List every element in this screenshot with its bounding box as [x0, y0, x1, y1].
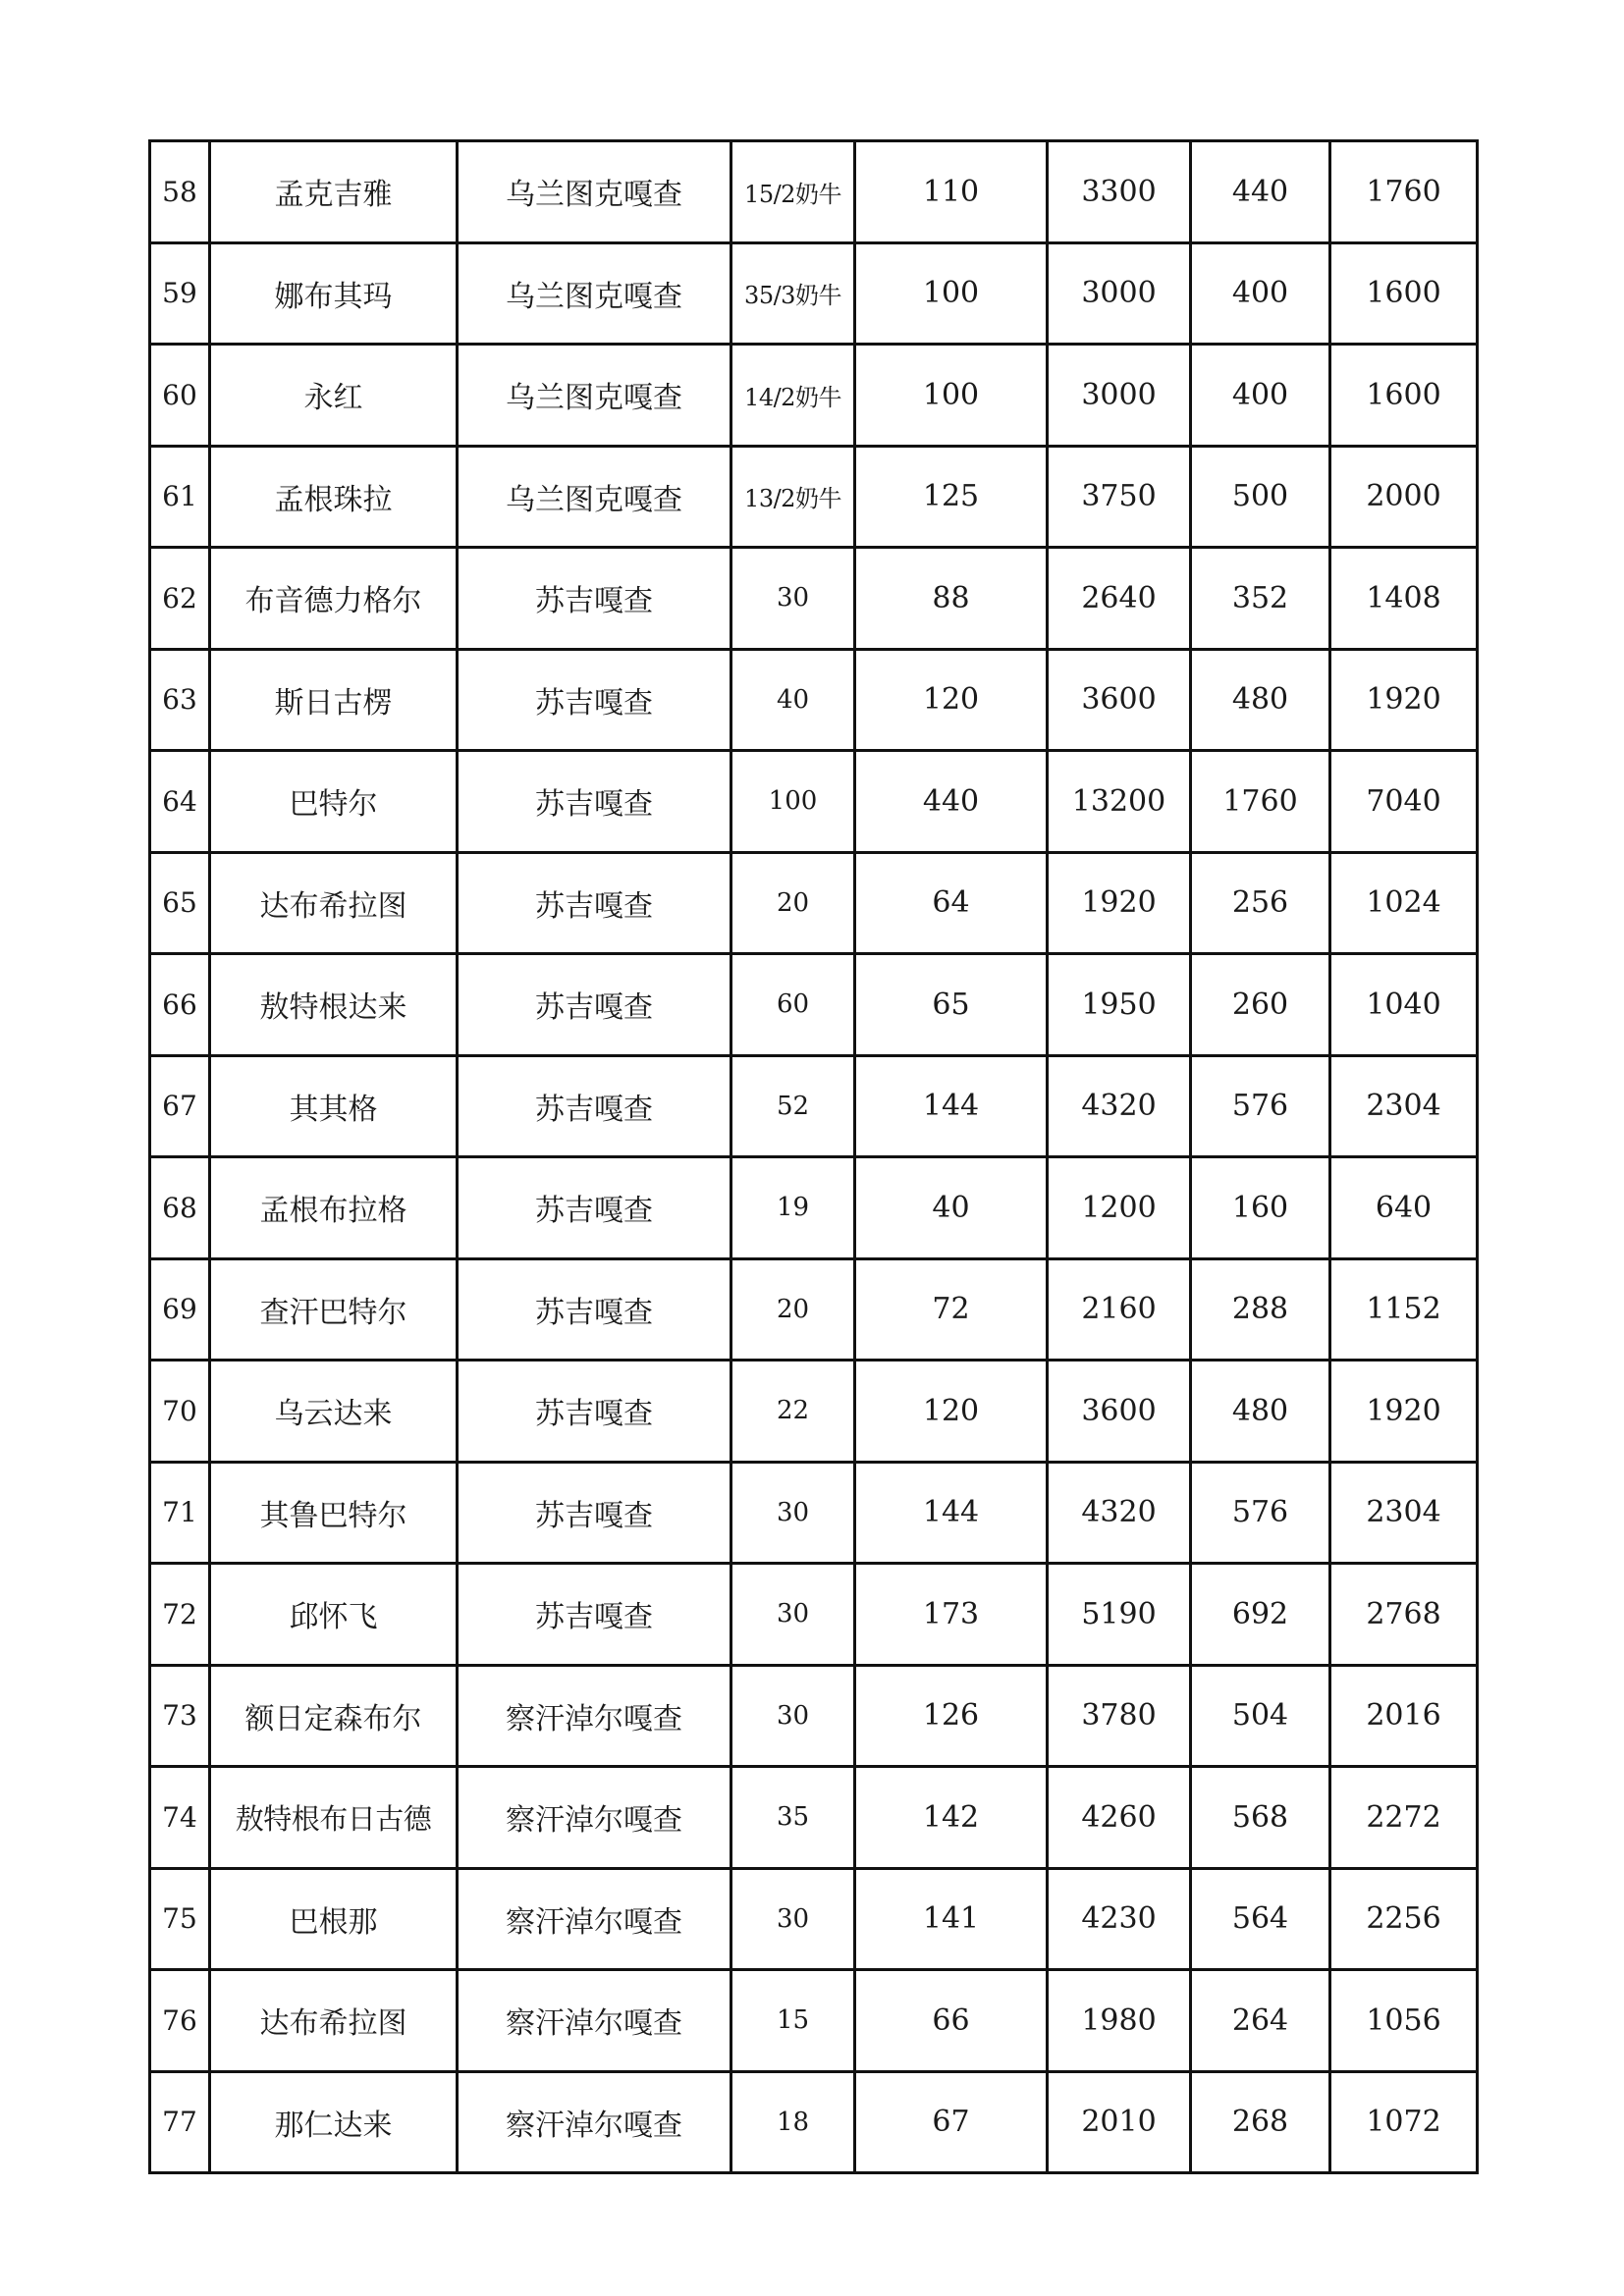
cell-value-a: 125: [855, 446, 1048, 548]
cell-village: 乌兰图克嘎查: [458, 242, 731, 345]
cell-value-a: 173: [855, 1564, 1048, 1666]
cell-value-a: 40: [855, 1157, 1048, 1259]
cell-value-d: 2304: [1330, 1462, 1478, 1564]
cell-value-d: 1072: [1330, 2071, 1478, 2173]
cell-livestock-count: 20: [731, 1258, 855, 1361]
cell-village: 乌兰图克嘎查: [458, 345, 731, 447]
table-row: [150, 242, 1478, 345]
cell-value-d: 2016: [1330, 1665, 1478, 1767]
cell-value-c: 288: [1191, 1258, 1330, 1361]
cell-name: 布音德力格尔: [210, 548, 458, 650]
cell-name: 其其格: [210, 1055, 458, 1157]
cell-value-b: 5190: [1048, 1564, 1191, 1666]
cell-value-b: 1950: [1048, 954, 1191, 1056]
table-row: [150, 1564, 1478, 1666]
cell-village: 苏吉嘎查: [458, 1157, 731, 1259]
cell-row-index: 67: [150, 1055, 210, 1157]
cell-value-d: 2768: [1330, 1564, 1478, 1666]
cell-value-d: 1152: [1330, 1258, 1478, 1361]
cell-value-d: 1760: [1330, 141, 1478, 243]
cell-value-c: 352: [1191, 548, 1330, 650]
cell-value-c: 576: [1191, 1462, 1330, 1564]
cell-row-index: 68: [150, 1157, 210, 1259]
table-row: [150, 446, 1478, 548]
cell-row-index: 60: [150, 345, 210, 447]
cell-value-b: 1980: [1048, 1970, 1191, 2072]
cell-name: 额日定森布尔: [210, 1665, 458, 1767]
cell-value-d: 2304: [1330, 1055, 1478, 1157]
cell-value-d: 1040: [1330, 954, 1478, 1056]
cell-value-a: 110: [855, 141, 1048, 243]
cell-village: 苏吉嘎查: [458, 1361, 731, 1463]
cell-row-index: 71: [150, 1462, 210, 1564]
cell-village: 苏吉嘎查: [458, 1564, 731, 1666]
cell-row-index: 75: [150, 1868, 210, 1970]
cell-livestock-count: 100: [731, 751, 855, 853]
table-row: [150, 345, 1478, 447]
cell-value-a: 88: [855, 548, 1048, 650]
cell-value-a: 120: [855, 1361, 1048, 1463]
cell-row-index: 72: [150, 1564, 210, 1666]
cell-livestock-count: 13/2奶牛: [731, 446, 855, 548]
cell-row-index: 64: [150, 751, 210, 853]
cell-village: 苏吉嘎查: [458, 548, 731, 650]
cell-value-c: 564: [1191, 1868, 1330, 1970]
cell-value-b: 3000: [1048, 345, 1191, 447]
cell-value-a: 141: [855, 1868, 1048, 1970]
cell-livestock-count: 20: [731, 852, 855, 954]
table-row: [150, 1767, 1478, 1869]
cell-livestock-count: 30: [731, 1665, 855, 1767]
cell-village: 苏吉嘎查: [458, 649, 731, 751]
table-row: [150, 1462, 1478, 1564]
cell-value-c: 480: [1191, 649, 1330, 751]
cell-name: 娜布其玛: [210, 242, 458, 345]
cell-value-a: 64: [855, 852, 1048, 954]
cell-village: 苏吉嘎查: [458, 1462, 731, 1564]
cell-value-c: 480: [1191, 1361, 1330, 1463]
table-row: [150, 1361, 1478, 1463]
cell-value-b: 3600: [1048, 649, 1191, 751]
cell-livestock-count: 15/2奶牛: [731, 141, 855, 243]
cell-value-a: 100: [855, 345, 1048, 447]
cell-value-d: 2256: [1330, 1868, 1478, 1970]
cell-value-b: 13200: [1048, 751, 1191, 853]
cell-village: 察汗淖尔嘎查: [458, 1767, 731, 1869]
cell-livestock-count: 35/3奶牛: [731, 242, 855, 345]
cell-livestock-count: 60: [731, 954, 855, 1056]
cell-name: 查汗巴特尔: [210, 1258, 458, 1361]
cell-value-c: 576: [1191, 1055, 1330, 1157]
cell-value-d: 1056: [1330, 1970, 1478, 2072]
data-table: [148, 139, 1479, 2174]
table-row: [150, 141, 1478, 243]
cell-value-d: 1920: [1330, 1361, 1478, 1463]
cell-name: 孟克吉雅: [210, 141, 458, 243]
cell-name: 邱怀飞: [210, 1564, 458, 1666]
cell-village: 苏吉嘎查: [458, 954, 731, 1056]
cell-name: 其鲁巴特尔: [210, 1462, 458, 1564]
cell-value-b: 3750: [1048, 446, 1191, 548]
cell-value-c: 400: [1191, 345, 1330, 447]
cell-livestock-count: 30: [731, 1462, 855, 1564]
cell-value-b: 3600: [1048, 1361, 1191, 1463]
cell-row-index: 63: [150, 649, 210, 751]
table-row: [150, 954, 1478, 1056]
cell-value-d: 1600: [1330, 345, 1478, 447]
cell-row-index: 66: [150, 954, 210, 1056]
cell-value-a: 144: [855, 1462, 1048, 1564]
cell-row-index: 77: [150, 2071, 210, 2173]
cell-value-b: 3300: [1048, 141, 1191, 243]
cell-village: 察汗淖尔嘎查: [458, 1665, 731, 1767]
cell-livestock-count: 35: [731, 1767, 855, 1869]
cell-value-b: 4230: [1048, 1868, 1191, 1970]
cell-value-a: 120: [855, 649, 1048, 751]
cell-value-b: 1200: [1048, 1157, 1191, 1259]
cell-name: 敖特根布日古德: [210, 1767, 458, 1869]
table-row: [150, 1868, 1478, 1970]
cell-value-c: 264: [1191, 1970, 1330, 2072]
cell-row-index: 74: [150, 1767, 210, 1869]
cell-village: 苏吉嘎查: [458, 852, 731, 954]
cell-village: 察汗淖尔嘎查: [458, 1868, 731, 1970]
cell-value-d: 640: [1330, 1157, 1478, 1259]
cell-livestock-count: 15: [731, 1970, 855, 2072]
cell-name: 巴根那: [210, 1868, 458, 1970]
cell-name: 孟根珠拉: [210, 446, 458, 548]
cell-value-c: 256: [1191, 852, 1330, 954]
cell-row-index: 61: [150, 446, 210, 548]
table-row: [150, 1055, 1478, 1157]
cell-value-c: 440: [1191, 141, 1330, 243]
cell-value-c: 692: [1191, 1564, 1330, 1666]
cell-row-index: 73: [150, 1665, 210, 1767]
cell-value-a: 65: [855, 954, 1048, 1056]
table-row: [150, 548, 1478, 650]
cell-value-a: 440: [855, 751, 1048, 853]
cell-name: 斯日古楞: [210, 649, 458, 751]
cell-value-b: 1920: [1048, 852, 1191, 954]
table-row: [150, 852, 1478, 954]
cell-village: 乌兰图克嘎查: [458, 446, 731, 548]
table-row: [150, 1970, 1478, 2072]
cell-value-a: 100: [855, 242, 1048, 345]
cell-village: 察汗淖尔嘎查: [458, 2071, 731, 2173]
table-row: [150, 1258, 1478, 1361]
cell-livestock-count: 30: [731, 548, 855, 650]
cell-name: 孟根布拉格: [210, 1157, 458, 1259]
cell-name: 乌云达来: [210, 1361, 458, 1463]
cell-value-d: 1024: [1330, 852, 1478, 954]
table-row: [150, 649, 1478, 751]
cell-livestock-count: 14/2奶牛: [731, 345, 855, 447]
cell-row-index: 76: [150, 1970, 210, 2072]
cell-village: 乌兰图克嘎查: [458, 141, 731, 243]
cell-value-a: 142: [855, 1767, 1048, 1869]
cell-village: 苏吉嘎查: [458, 1258, 731, 1361]
cell-value-c: 568: [1191, 1767, 1330, 1869]
cell-village: 察汗淖尔嘎查: [458, 1970, 731, 2072]
cell-value-c: 1760: [1191, 751, 1330, 853]
cell-value-c: 504: [1191, 1665, 1330, 1767]
cell-row-index: 69: [150, 1258, 210, 1361]
cell-name: 达布希拉图: [210, 852, 458, 954]
cell-name: 永红: [210, 345, 458, 447]
cell-row-index: 65: [150, 852, 210, 954]
cell-value-d: 1920: [1330, 649, 1478, 751]
cell-name: 敖特根达来: [210, 954, 458, 1056]
cell-value-d: 2272: [1330, 1767, 1478, 1869]
cell-value-c: 500: [1191, 446, 1330, 548]
cell-livestock-count: 52: [731, 1055, 855, 1157]
cell-value-b: 3780: [1048, 1665, 1191, 1767]
cell-livestock-count: 18: [731, 2071, 855, 2173]
cell-value-b: 4260: [1048, 1767, 1191, 1869]
cell-name: 巴特尔: [210, 751, 458, 853]
cell-value-c: 160: [1191, 1157, 1330, 1259]
table-row: [150, 1665, 1478, 1767]
cell-livestock-count: 19: [731, 1157, 855, 1259]
cell-livestock-count: 40: [731, 649, 855, 751]
cell-value-c: 260: [1191, 954, 1330, 1056]
cell-value-d: 1408: [1330, 548, 1478, 650]
cell-value-a: 67: [855, 2071, 1048, 2173]
table-row: [150, 751, 1478, 853]
cell-value-d: 1600: [1330, 242, 1478, 345]
cell-value-b: 2160: [1048, 1258, 1191, 1361]
cell-row-index: 58: [150, 141, 210, 243]
cell-row-index: 62: [150, 548, 210, 650]
cell-row-index: 59: [150, 242, 210, 345]
cell-value-c: 268: [1191, 2071, 1330, 2173]
cell-village: 苏吉嘎查: [458, 1055, 731, 1157]
cell-value-c: 400: [1191, 242, 1330, 345]
cell-value-b: 3000: [1048, 242, 1191, 345]
table-row: [150, 2071, 1478, 2173]
cell-value-a: 144: [855, 1055, 1048, 1157]
cell-livestock-count: 22: [731, 1361, 855, 1463]
cell-row-index: 70: [150, 1361, 210, 1463]
cell-livestock-count: 30: [731, 1868, 855, 1970]
cell-value-a: 66: [855, 1970, 1048, 2072]
cell-value-b: 4320: [1048, 1055, 1191, 1157]
cell-value-a: 72: [855, 1258, 1048, 1361]
cell-livestock-count: 30: [731, 1564, 855, 1666]
cell-value-b: 4320: [1048, 1462, 1191, 1564]
cell-name: 达布希拉图: [210, 1970, 458, 2072]
cell-value-d: 7040: [1330, 751, 1478, 853]
table-body: [150, 141, 1478, 2173]
cell-value-a: 126: [855, 1665, 1048, 1767]
cell-village: 苏吉嘎查: [458, 751, 731, 853]
cell-value-b: 2010: [1048, 2071, 1191, 2173]
cell-name: 那仁达来: [210, 2071, 458, 2173]
table-row: [150, 1157, 1478, 1259]
cell-value-b: 2640: [1048, 548, 1191, 650]
cell-value-d: 2000: [1330, 446, 1478, 548]
